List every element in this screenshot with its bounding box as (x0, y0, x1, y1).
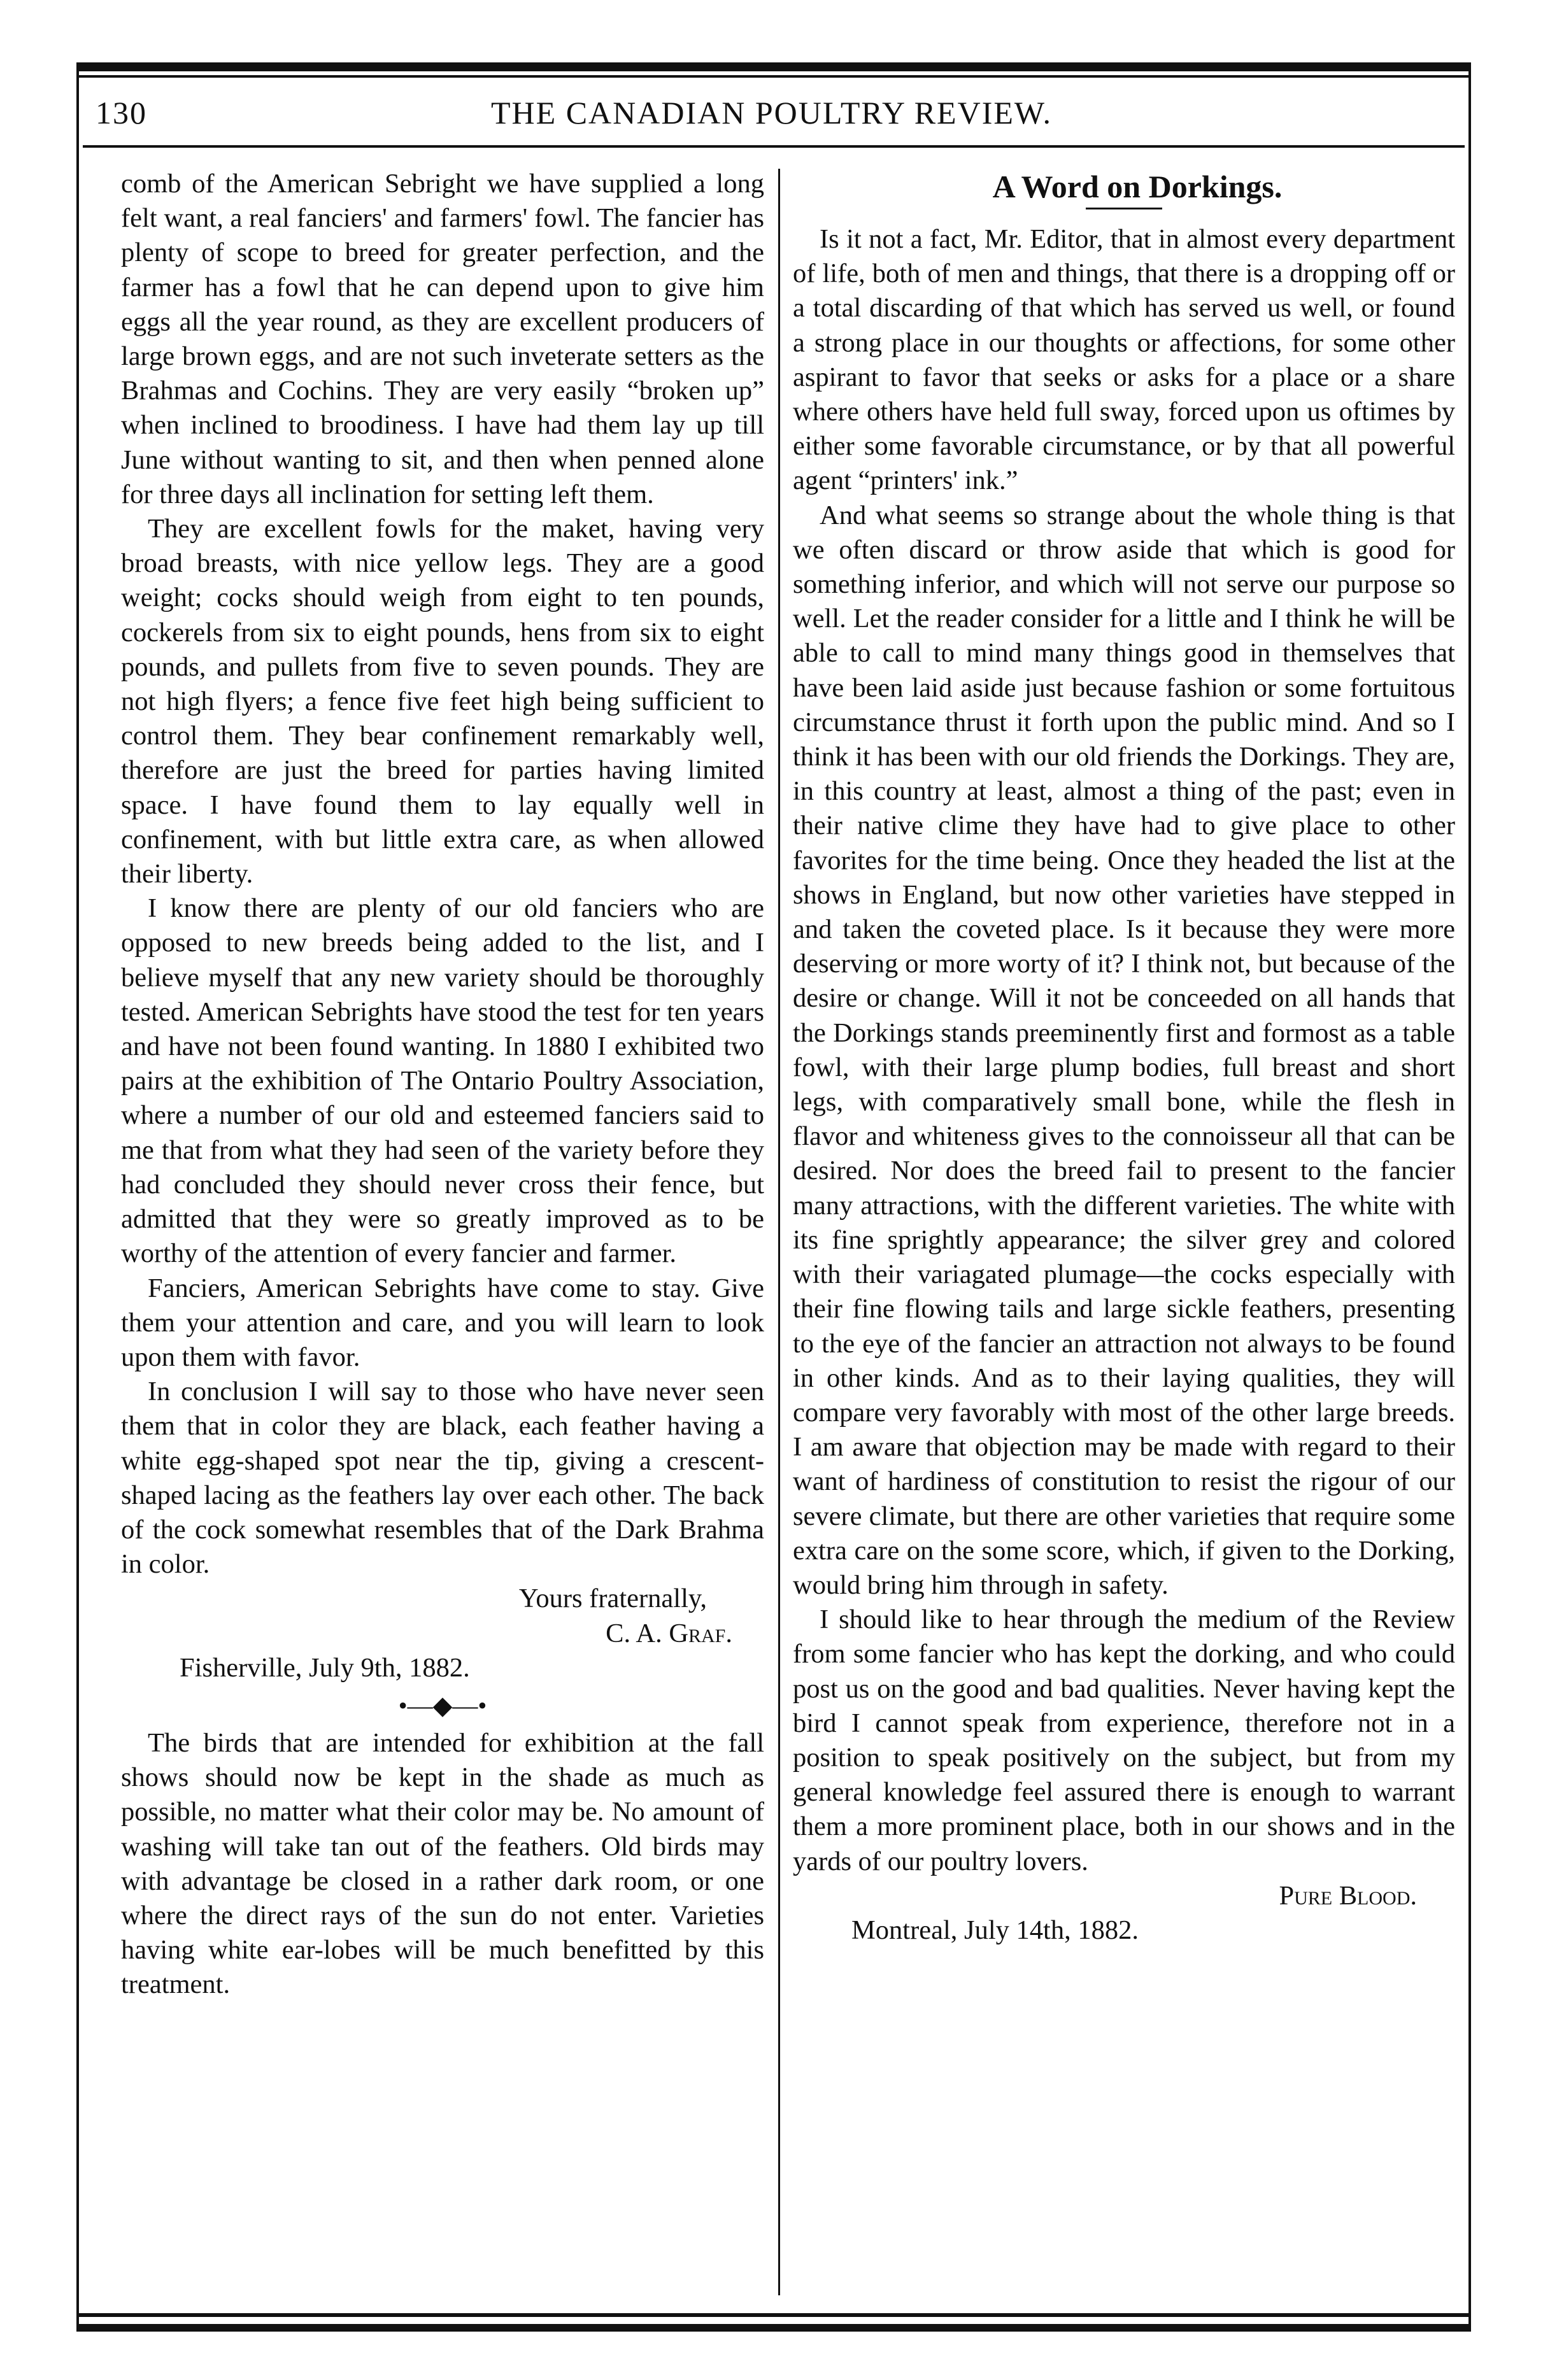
paragraph: Fanciers, American Sebrights have come to stay. Give them your attention and care, and you will learn to look upon them with favor. (121, 1273, 764, 1372)
paragraph: I should like to hear through the medium of the Review from some fancier who has kept the dorking, and who could post us on the good and bad qualities. Never having kept the bird I cannot speak from experience, therefore not in a position to speak positively on the subject, but from my general knowledge feel assured there is enough to warrant them a more prominent place, both in our shows and in the yards of our poultry lovers. (793, 1604, 1455, 1876)
column-divider (778, 169, 780, 2295)
right-border-rule (1468, 62, 1471, 2332)
dateline: Montreal, July 14th, 1882. (851, 1915, 1139, 1945)
bottom-border-rule (76, 2324, 1471, 2332)
page-number: 130 (96, 95, 147, 131)
top-border-thin-rule (76, 75, 1471, 78)
paragraph: The birds that are intended for exhibition at the fall shows should now be kept in the shade as much as possible, no matter what their color may be. No amount of washing will take tan out of the feathers. Old birds may with advantage be closed in a rather dark room, or one where the direct rays of the sun do not enter. Varieties having white ear-lobes will be much benefitted by this treatment. (121, 1727, 764, 2000)
dateline: Fisherville, July 9th, 1882. (180, 1652, 470, 1683)
title-rule (1086, 208, 1162, 209)
paragraph: And what seems so strange about the whole thing is that we often discard or throw aside that which is good for something inferior, and which will not serve our purpose so well. Let the reader consider for a little and I think he will be able to call to mind many things good in themselves that have been laid aside just because fashion or some fortuitous circumstance thrust it forth upon the public mind. And so I think it has been with our old friends the Dorkings. They are, in this country at least, almost a thing of the past; even in their native clime they have had to give place to other favorites for the time being. Once they headed the list at the shows in England, but now other varieties have stepped in and taken the coveted place. Is it because they were more deserving or more worty of it? I think not, but because of the desire or change. Will it not be conceeded on all hands that the Dorkings stands preeminently first and formost as a table fowl, with their large plump bodies, full breast and short legs, with comparatively small bone, while the flesh in flavor and whiteness gives to the connoisseur all that can be desired. Nor does the breed fail to present to the fancier many attractions, with the different varieties. The white with its fine sprightly appearance; the silver grey and colored with their variagated plumage—the cocks especially with their fine flowing tails and large sickle feathers, presenting to the eye of the fancier an attraction not always to be found in other kinds. And as to their laying qualities, they will compare very favorably with most of the other large breeds. I am aware that objection may be made with regard to their want of hardiness of constitution to resist the rigour of our severe climate, but there are other varieties that require some extra care on the some score, which, if given to the Dorking, would bring him through in safety. (793, 500, 1455, 1600)
top-border-rule (76, 62, 1471, 71)
header-rule (83, 145, 1465, 148)
article-title: A Word on Dorkings. (992, 169, 1283, 204)
left-column (121, 167, 764, 2002)
bottom-border-thin-rule (76, 2313, 1471, 2317)
right-column (793, 167, 1455, 1948)
paragraph: They are excellent fowls for the maket, having very broad breasts, with nice yellow legs. They are a good weight; cocks should weigh from eight to ten pounds, cockerels from six to eight pounds, hens from six to eight pounds, and pullets from five to seven pounds. They are not high flyers; a fence five feet high being sufficient to control them. They bear confinement remarkably well, therefore are just the breed for parties having limited space. I have found them to lay equally well in confinement, with but little extra care, as when allowed their liberty. (121, 514, 764, 889)
running-head: THE CANADIAN POULTRY REVIEW. (491, 95, 1052, 131)
signature: Pure Blood. (1279, 1880, 1417, 1911)
signature: C. A. Graf. (606, 1618, 732, 1648)
closing: Yours fraternally, (518, 1583, 707, 1614)
paragraph: In conclusion I will say to those who have never seen them that in color they are black, each feather having a white egg-shaped spot near the tip, giving a crescent-shaped lacing as the feathers lay over each other. The back of the cock somewhat resembles that of the Dark Brahma in color. (121, 1377, 764, 1580)
paragraph: Is it not a fact, Mr. Editor, that in almost every department of life, both of men and things, that there is a dropping off or a total discarding of that which has served us well, or found a strong place in our thoughts or affections, for some other aspirant to favor that seeks or asks for a place or a share where others have held full sway, forced upon us oftimes by either some favorable circumstance, or by that all powerful agent “printers' ink.” (793, 224, 1455, 496)
paragraph: comb of the American Sebright we have supplied a long felt want, a real fanciers' and farmers' fowl. The fancier has plenty of scope to breed for greater perfection, and the farmer has a fowl that he can depend upon to give him eggs all the year round, as they are excellent producers of large brown eggs, and are not such inveterate setters as the Brahmas and Cochins. They are very easily “broken up” when inclined to broodiness. I have had them lay up till June without wanting to sit, and then when penned alone for three days all inclination for setting left them. (121, 169, 764, 509)
paragraph: I know there are plenty of our old fanciers who are opposed to new breeds being added to the list, and I believe myself that any new variety should be thoroughly tested. American Sebrights have stood the test for ten years and have not been found wanting. In 1880 I exhibited two pairs at the exhibition of The Ontario Poultry Association, where a number of our old and esteemed fanciers said to me that from what they had seen of the variety before they had concluded they should never cross their fence, but admitted that they were so greatly improved as to be worthy of the attention of every fancier and farmer. (121, 893, 764, 1269)
left-border-rule (76, 62, 79, 2332)
ornament-divider: •—◆—• (398, 1690, 487, 1720)
